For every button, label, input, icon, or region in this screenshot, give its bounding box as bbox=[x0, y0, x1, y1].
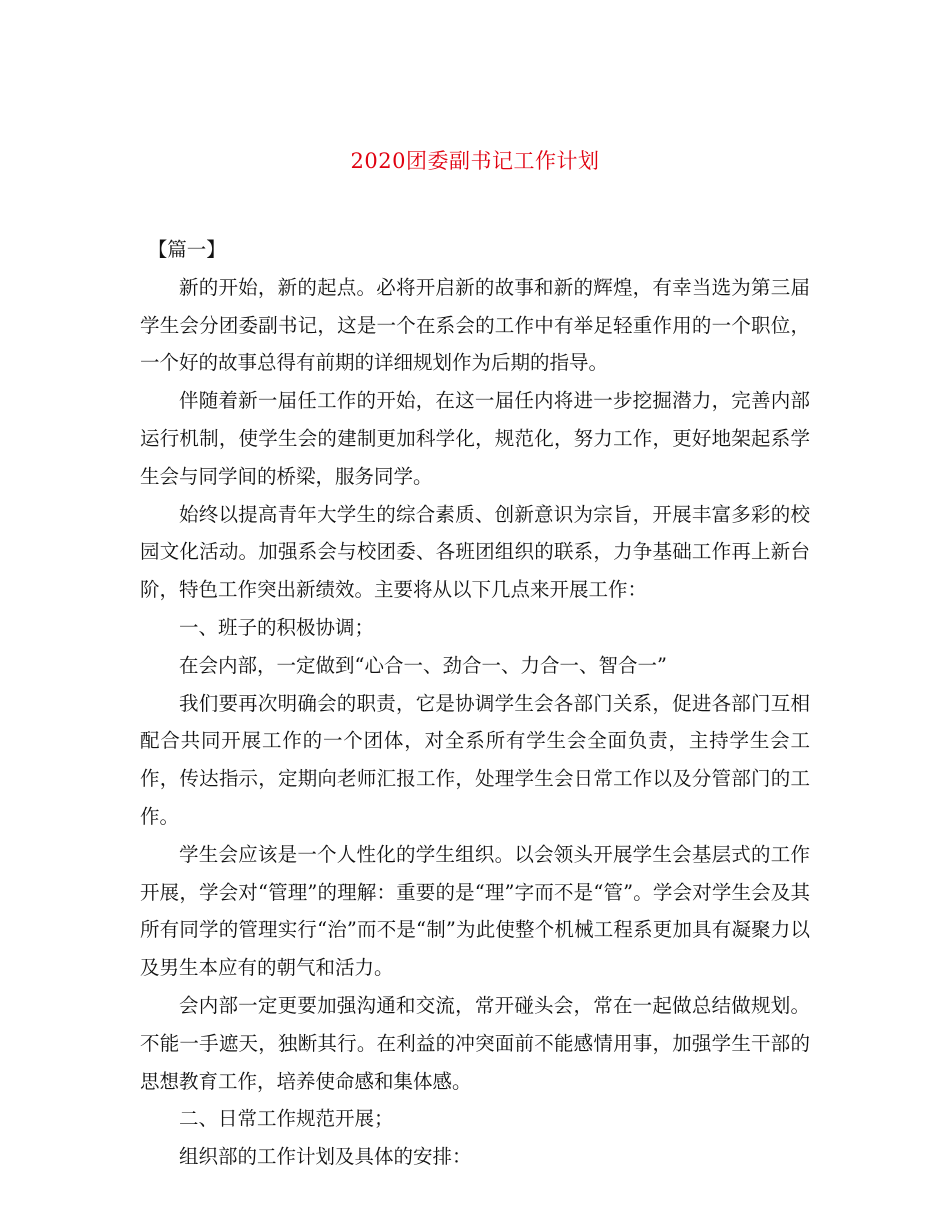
paragraph: 新的开始，新的起点。必将开启新的故事和新的辉煌，有幸当选为第三届学生会分团委副书记，这是一个在系会的工作中有举足轻重作用的一个职位，一个好的故事总得有前期的详细规划作为后期的指导。 bbox=[140, 275, 810, 375]
document-title: 2020团委副书记工作计划 bbox=[350, 149, 600, 173]
paragraph: 学生会应该是一个人性化的学生组织。以会领头开展学生会基层式的工作开展，学会对“管理”的理解：重要的是“理”字而不是“管”。学会对学生会及其所有同学的管理实行“治”而不是“制”为此使整个机械工程系更加具有凝聚力以及男生本应有的朝气和活力。 bbox=[140, 842, 810, 980]
paragraph: 在会内部，一定做到“心合一、劲合一、力合一、智合一” bbox=[179, 653, 667, 677]
paragraph: 伴随着新一届任工作的开始，在这一届任内将进一步挖掘潜力，完善内部运行机制，使学生会的建制更加科学化，规范化，努力工作，更好地架起系学生会与同学间的桥梁，服务同学。 bbox=[140, 389, 810, 488]
section-label: 【篇一】 bbox=[147, 238, 226, 261]
paragraph: 会内部一定更要加强沟通和交流，常开碰头会，常在一起做总结做规划。不能一手遮天，独断其行。在利益的冲突面前不能感情用事，加强学生干部的思想教育工作，培养使命感和集体感。 bbox=[140, 993, 810, 1093]
document-body bbox=[140, 231, 810, 1176]
subheading: 一、班子的积极协调； bbox=[179, 615, 375, 639]
paragraph: 始终以提高青年大学生的综合素质、创新意识为宗旨，开展丰富多彩的校园文化活动。加强系会与校团委、各班团组织的联系，力争基础工作再上新台阶，特色工作突出新绩效。主要将从以下几点来开展工作： bbox=[140, 502, 810, 602]
paragraph: 我们要再次明确会的职责，它是协调学生会各部门关系，促进各部门互相配合共同开展工作的一个团体，对全系所有学生会全面负责，主持学生会工作，传达指示，定期向老师汇报工作，处理学生会日常工作以及分管部门的工作。 bbox=[140, 691, 810, 828]
subheading: 二、日常工作规范开展； bbox=[179, 1107, 394, 1131]
paragraph: 组织部的工作计划及具体的安排： bbox=[179, 1145, 472, 1169]
